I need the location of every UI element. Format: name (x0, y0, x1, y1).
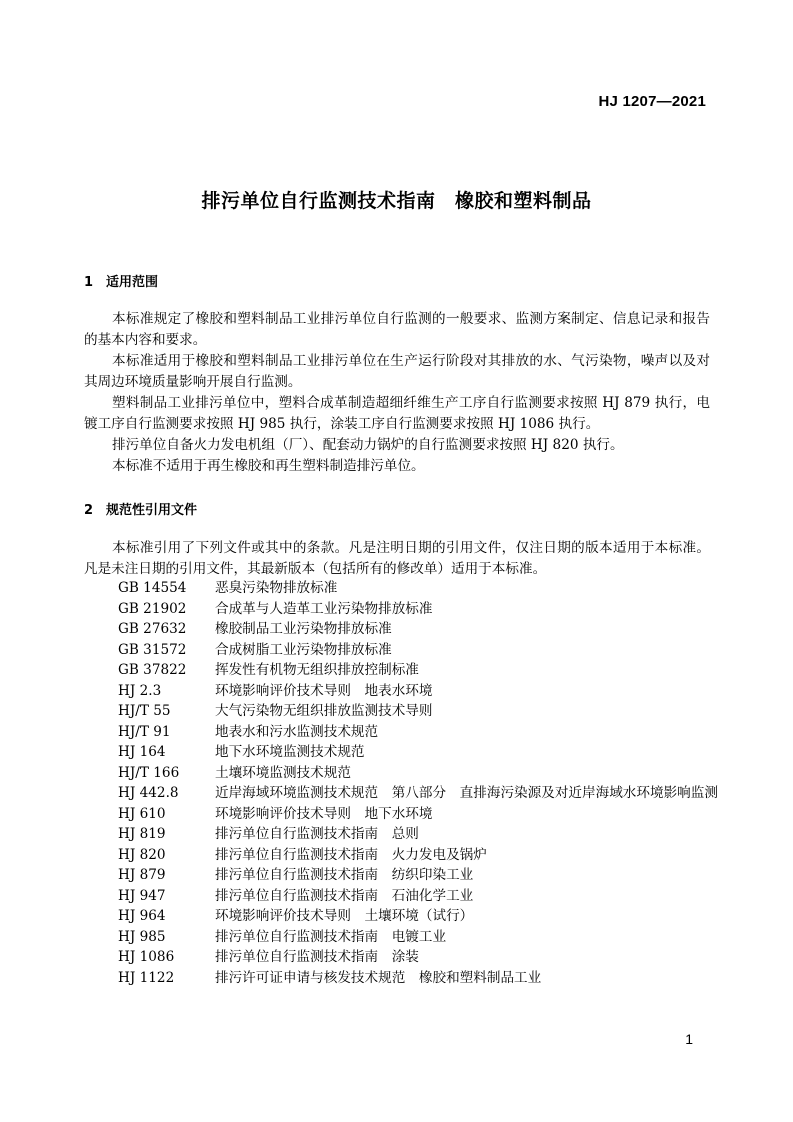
reference-code: HJ 820 (118, 846, 166, 863)
reference-name: 排污许可证申请与核发技术规范 橡胶和塑料制品工业 (215, 969, 542, 986)
reference-name: 土壤环境监测技术规范 (215, 764, 351, 781)
reference-code: HJ 985 (118, 928, 166, 945)
reference-item (118, 599, 718, 620)
reference-code: GB 31572 (118, 641, 187, 658)
reference-code: GB 14554 (118, 580, 187, 596)
reference-name: 环境影响评价技术导则 地表水环境 (215, 682, 433, 699)
section-1-number: 1 (84, 275, 94, 290)
reference-name: 排污单位自行监测技术指南 涂装 (215, 949, 419, 965)
reference-code: HJ 610 (118, 805, 166, 822)
paragraph: 本标准引用了下列文件或其中的条款。凡是注明日期的引用文件，仅注日期的版本适用于本标准。凡是未注日期的引用文件，其最新版本（包括所有的修改单）适用于本标准。 (84, 540, 710, 577)
reference-name: 地表水和污水监测技术规范 (215, 723, 379, 740)
reference-item (118, 701, 718, 722)
reference-item (118, 824, 718, 845)
reference-name: 橡胶制品工业污染物排放标准 (215, 621, 392, 637)
reference-code: HJ/T 91 (118, 723, 171, 740)
reference-item (118, 886, 718, 907)
reference-item (118, 804, 718, 825)
reference-name: 排污单位自行监测技术指南 火力发电及锅炉 (215, 846, 487, 863)
reference-code: HJ 964 (118, 908, 166, 924)
reference-code: GB 37822 (118, 662, 187, 678)
reference-code: GB 27632 (118, 621, 187, 637)
reference-name: 环境影响评价技术导则 土壤环境（试行） (215, 908, 474, 924)
reference-name: 排污单位自行监测技术指南 总则 (215, 826, 419, 842)
paragraph: 本标准适用于橡胶和塑料制品工业排污单位在生产运行阶段对其排放的水、气污染物，噪声以及对其周边环境质量影响开展自行监测。 (84, 353, 710, 390)
reference-name: 环境影响评价技术导则 地下水环境 (215, 805, 433, 822)
standard-code: HJ 1207—2021 (598, 93, 706, 110)
reference-item (118, 763, 718, 784)
reference-item (118, 906, 718, 927)
reference-code: HJ 1086 (118, 949, 175, 965)
reference-name: 近岸海域环境监测技术规范 第八部分 直排海污染源及对近岸海域水环境影响监测 (215, 785, 718, 801)
reference-code: GB 21902 (118, 600, 187, 617)
reference-code: HJ 164 (118, 744, 166, 760)
reference-name: 恶臭污染物排放标准 (215, 580, 338, 596)
reference-item (118, 742, 718, 763)
section-2-heading (84, 499, 197, 518)
reference-name: 合成革与人造革工业污染物排放标准 (215, 600, 433, 617)
reference-item (118, 578, 718, 599)
reference-item (118, 783, 718, 804)
reference-code: HJ 1122 (118, 969, 175, 986)
reference-item (118, 619, 718, 640)
reference-item (118, 968, 718, 989)
reference-item (118, 927, 718, 948)
reference-name: 排污单位自行监测技术指南 电镀工业 (215, 928, 447, 945)
reference-code: HJ/T 166 (118, 764, 180, 781)
section-2-intro (84, 538, 710, 580)
reference-name: 地下水环境监测技术规范 (215, 744, 365, 760)
paragraph: 本标准不适用于再生橡胶和再生塑料制造排污单位。 (112, 458, 425, 474)
reference-name: 挥发性有机物无组织排放控制标准 (215, 662, 419, 678)
reference-name: 排污单位自行监测技术指南 石油化学工业 (215, 887, 474, 904)
page-number: 1 (685, 1031, 693, 1047)
reference-name: 合成树脂工业污染物排放标准 (215, 641, 392, 658)
section-2-number: 2 (84, 503, 94, 518)
reference-code: HJ/T 55 (118, 703, 171, 719)
reference-item (118, 681, 718, 702)
section-1-body (84, 309, 710, 477)
document-title: 排污单位自行监测技术指南 橡胶和塑料制品 (201, 190, 592, 212)
reference-code: HJ 879 (118, 867, 166, 883)
paragraph: 本标准规定了橡胶和塑料制品工业排污单位自行监测的一般要求、监测方案制定、信息记录和报告的基本内容和要求。 (84, 311, 710, 348)
reference-list (118, 578, 718, 988)
reference-code: HJ 2.3 (118, 682, 162, 699)
reference-item (118, 947, 718, 968)
section-2-title: 规范性引用文件 (106, 503, 198, 518)
reference-item (118, 660, 718, 681)
section-1-title: 适用范围 (106, 275, 159, 290)
section-1-heading (84, 271, 158, 290)
reference-item (118, 640, 718, 661)
reference-name: 大气污染物无组织排放监测技术导则 (215, 703, 433, 719)
reference-item (118, 845, 718, 866)
reference-item (118, 865, 718, 886)
reference-code: HJ 442.8 (118, 785, 179, 801)
paragraph: 排污单位自备火力发电机组（厂）、配套动力锅炉的自行监测要求按照 HJ 820 执行。 (112, 437, 624, 453)
reference-code: HJ 947 (118, 887, 166, 904)
reference-code: HJ 819 (118, 826, 166, 842)
paragraph: 塑料制品工业排污单位中，塑料合成革制造超细纤维生产工序自行监测要求按照 HJ 879 执行，电镀工序自行监测要求按照 HJ 985 执行，涂装工序自行监测要求按照 HJ 1086 执行。 (84, 395, 710, 432)
reference-name: 排污单位自行监测技术指南 纺织印染工业 (215, 867, 474, 883)
reference-item (118, 722, 718, 743)
